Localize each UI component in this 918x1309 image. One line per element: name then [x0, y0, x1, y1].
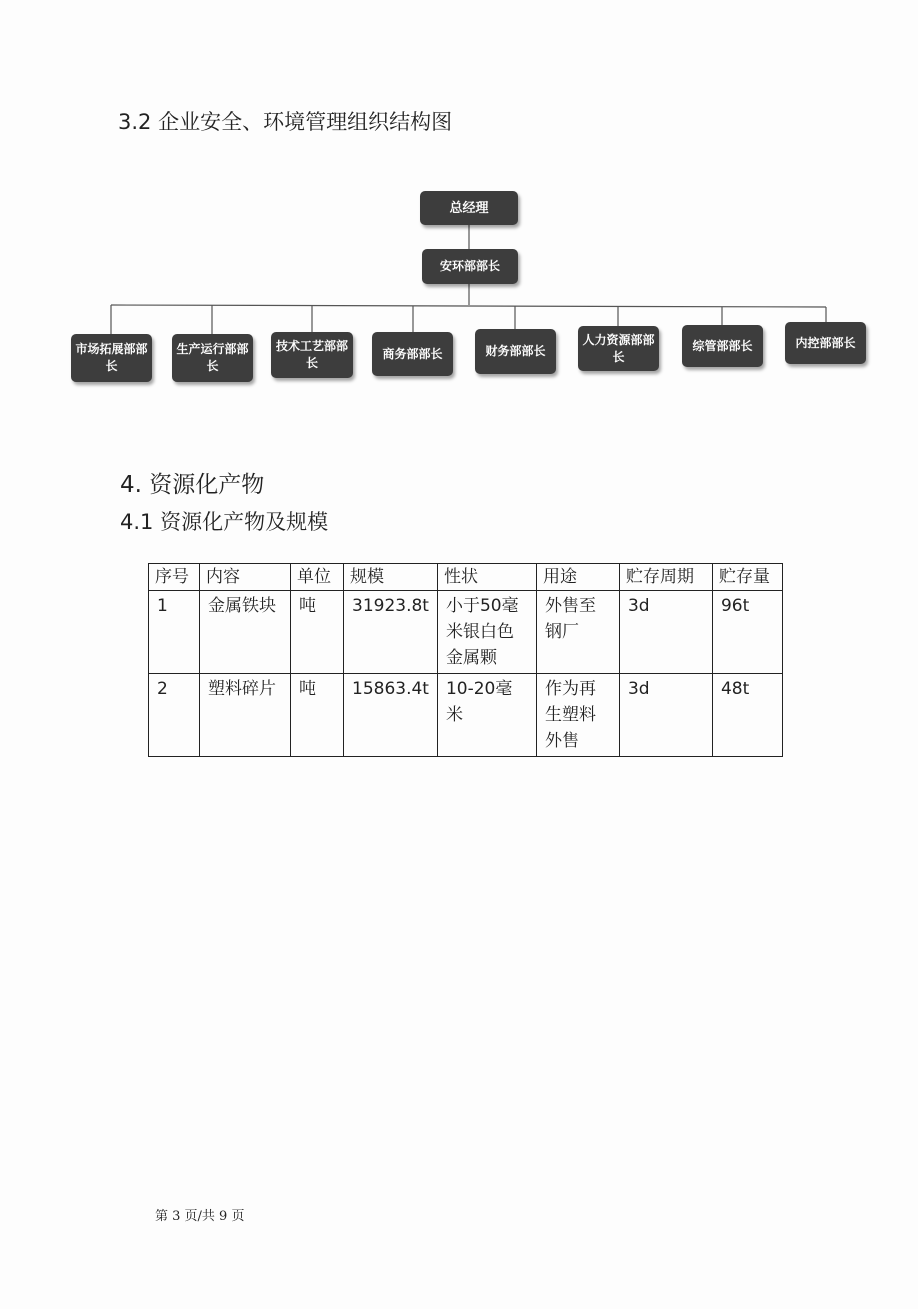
cell-unit: 吨 [291, 591, 344, 674]
resource-products-table [148, 563, 783, 757]
org-node-safety-env-head: 安环部部长 [422, 249, 518, 284]
col-header-unit: 单位 [291, 564, 344, 591]
cell-content: 金属铁块 [200, 591, 291, 674]
connector-bus [111, 305, 826, 307]
cell-storage-period: 3d [619, 674, 712, 757]
cell-property: 小于50毫米银白色金属颗 [437, 591, 536, 674]
org-node-dept: 内控部部长 [785, 322, 866, 364]
cell-index: 2 [149, 674, 200, 757]
cell-scale: 15863.4t [344, 674, 438, 757]
page-footer: 第 3 页/共 9 页 [155, 1209, 245, 1224]
col-header-usage: 用途 [536, 564, 619, 591]
cell-content: 塑料碎片 [200, 674, 291, 757]
table-row [149, 674, 783, 757]
cell-usage: 作为再生塑料外售 [536, 674, 619, 757]
org-node-dept: 综管部部长 [682, 325, 763, 367]
col-header-storage-amount: 贮存量 [712, 564, 782, 591]
cell-storage-period: 3d [619, 591, 712, 674]
org-node-dept: 生产运行部部长 [172, 334, 253, 382]
cell-index: 1 [149, 591, 200, 674]
org-node-dept: 财务部部长 [475, 329, 556, 374]
org-node-dept: 商务部部长 [372, 332, 453, 376]
cell-storage-amount: 96t [712, 591, 782, 674]
cell-property: 10-20毫米 [437, 674, 536, 757]
col-header-scale: 规模 [344, 564, 438, 591]
section-3-2-heading: 3.2 企业安全、环境管理组织结构图 [118, 110, 453, 134]
cell-scale: 31923.8t [344, 591, 438, 674]
col-header-property: 性状 [437, 564, 536, 591]
org-node-dept: 技术工艺部部长 [271, 332, 353, 378]
section-4-1-heading: 4.1 资源化产物及规模 [120, 510, 329, 534]
col-header-storage-period: 贮存周期 [619, 564, 712, 591]
section-4-heading: 4. 资源化产物 [120, 472, 265, 498]
col-header-index: 序号 [149, 564, 200, 591]
cell-usage: 外售至钢厂 [536, 591, 619, 674]
org-node-general-manager: 总经理 [420, 191, 518, 225]
table-row [149, 591, 783, 674]
cell-unit: 吨 [291, 674, 344, 757]
org-node-dept: 人力资源部部长 [578, 326, 659, 371]
table-header-row [149, 564, 783, 591]
org-node-dept: 市场拓展部部长 [71, 334, 152, 382]
col-header-content: 内容 [200, 564, 291, 591]
cell-storage-amount: 48t [712, 674, 782, 757]
